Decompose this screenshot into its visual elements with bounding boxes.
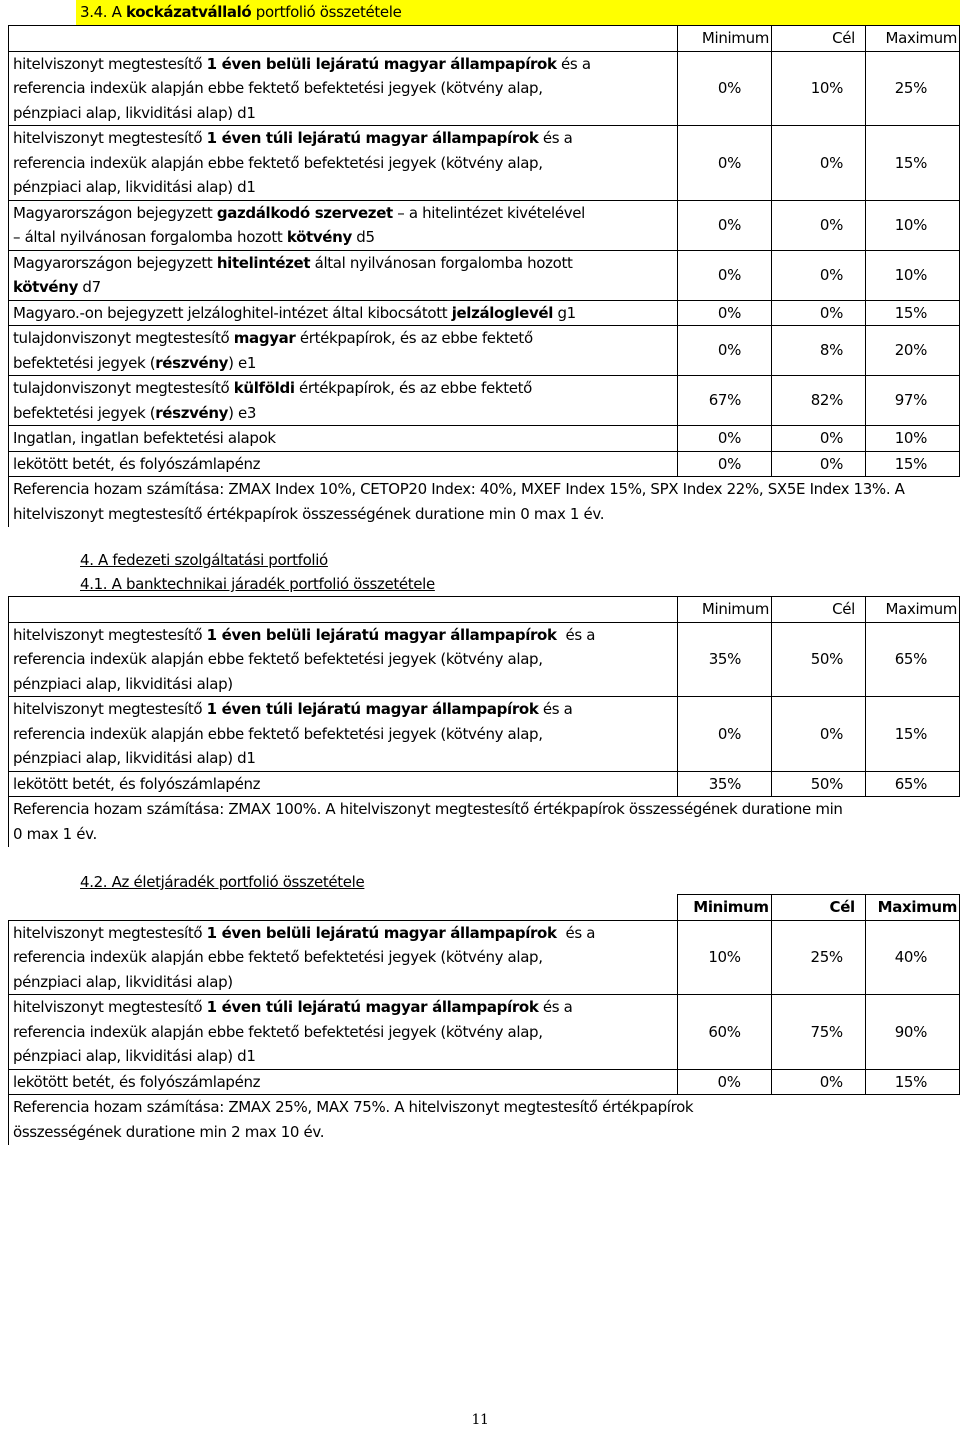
row-label: hitelviszonyt megtestesítő 1 éven belüli lejáratú magyar állampapírok és a referencia indexük alapján ebbe fektető befektetési jegyek (kötvény alap, pénzpiaci alap, likviditási alap) [9, 622, 678, 697]
cell-min: 10% [677, 920, 771, 995]
row-label: hitelviszonyt megtestesítő 1 éven belüli lejáratú magyar állampapírok és a referencia indexük alapján ebbe fektető befektetési jegyek (kötvény alap, pénzpiaci alap, likviditási alap) d1 [9, 51, 678, 126]
cell-cel: 0% [772, 451, 866, 477]
cell-min: 60% [677, 995, 771, 1070]
cell-min: 35% [678, 771, 772, 797]
row-label: hitelviszonyt megtestesítő 1 éven belüli lejáratú magyar állampapírok és a referencia indexük alapján ebbe fektető befektetési jegyek (kötvény alap, pénzpiaci alap, likviditási alap) [9, 920, 678, 995]
title-prefix: 3.4. A [80, 3, 126, 21]
table-row [9, 126, 960, 201]
table-row [9, 920, 960, 995]
cell-cel: 0% [772, 200, 866, 250]
cell-min: 0% [678, 300, 772, 326]
cell-min: 0% [678, 326, 772, 376]
cell-cel: 25% [771, 920, 865, 995]
header-empty [9, 895, 678, 921]
header-min: Minimum [677, 895, 771, 921]
cell-cel: 0% [772, 697, 866, 772]
cell-max: 10% [866, 200, 960, 250]
cell-max: 20% [866, 326, 960, 376]
header-max: Maximum [865, 895, 959, 921]
section-title-3-4 [80, 0, 401, 24]
cell-cel: 82% [772, 376, 866, 426]
row-label: lekötött betét, és folyószámlapénz [9, 1069, 678, 1095]
cell-cel: 50% [772, 622, 866, 697]
table-row [9, 451, 960, 477]
page-number: 11 [471, 1412, 489, 1428]
row-label: lekötött betét, és folyószámlapénz [9, 771, 678, 797]
cell-cel: 10% [772, 51, 866, 126]
table-header-row [9, 895, 960, 921]
cell-min: 0% [678, 51, 772, 126]
cell-cel: 0% [772, 250, 866, 300]
table-row [9, 426, 960, 452]
row-label: Magyaro.-on bejegyzett jelzáloghitel-intézet által kibocsátott jelzáloglevél g1 [9, 300, 678, 326]
table-row [9, 995, 960, 1070]
table-row [9, 622, 960, 697]
title-bold: kockázatvállaló [125, 3, 252, 21]
header-cel: Cél [771, 895, 865, 921]
footnote-row [9, 477, 960, 527]
section-title-4-1: 4.1. A banktechnikai járadék portfolió összetétele [80, 575, 435, 593]
table-row [9, 200, 960, 250]
title-suffix: portfolió összetétele [251, 3, 402, 21]
cell-max: 10% [866, 426, 960, 452]
header-max: Maximum [866, 597, 960, 623]
cell-cel: 0% [771, 1069, 865, 1095]
banktechnical-portfolio-table [8, 596, 960, 847]
table-row [9, 51, 960, 126]
cell-min: 0% [678, 426, 772, 452]
table1-footnote: Referencia hozam számítása: ZMAX Index 10%, CETOP20 Index: 40%, MXEF Index 15%, SPX Index 22%, SX5E Index 13%. A hitelviszonyt megtestesítő értékpapírok összességének duratione min 0 max 1 év. [9, 477, 960, 527]
cell-min: 0% [678, 200, 772, 250]
cell-cel: 0% [772, 300, 866, 326]
cell-max: 90% [865, 995, 959, 1070]
risk-portfolio-table [8, 25, 960, 527]
section-title-4-2: 4.2. Az életjáradék portfolió összetétele [80, 873, 365, 891]
table-row [9, 300, 960, 326]
cell-max: 40% [865, 920, 959, 995]
cell-max: 15% [866, 697, 960, 772]
row-label: hitelviszonyt megtestesítő 1 éven túli lejáratú magyar állampapírok és a referencia indexük alapján ebbe fektető befektetési jegyek (kötvény alap, pénzpiaci alap, likviditási alap) d1 [9, 995, 678, 1070]
table-header-row [9, 26, 960, 52]
annuity-portfolio-table [8, 894, 960, 1145]
row-label: Magyarországon bejegyzett hitelintézet által nyilvánosan forgalomba hozott kötvény d7 [9, 250, 678, 300]
cell-cel: 75% [771, 995, 865, 1070]
header-min: Minimum [678, 597, 772, 623]
header-min: Minimum [678, 26, 772, 52]
cell-max: 15% [865, 1069, 959, 1095]
cell-cel: 50% [772, 771, 866, 797]
cell-min: 67% [678, 376, 772, 426]
table-row [9, 376, 960, 426]
table-row [9, 1069, 960, 1095]
row-label: Ingatlan, ingatlan befektetési alapok [9, 426, 678, 452]
header-max: Maximum [866, 26, 960, 52]
row-label: Magyarországon bejegyzett gazdálkodó szervezet – a hitelintézet kivételével – által nyilvánosan forgalomba hozott kötvény d5 [9, 200, 678, 250]
table-row [9, 250, 960, 300]
footnote-row [9, 797, 960, 847]
header-cel: Cél [772, 26, 866, 52]
cell-min: 0% [678, 250, 772, 300]
cell-cel: 0% [772, 426, 866, 452]
cell-min: 0% [678, 126, 772, 201]
table2-footnote: Referencia hozam számítása: ZMAX 100%. A hitelviszonyt megtestesítő értékpapírok összességének duratione min 0 max 1 év. [9, 797, 960, 847]
cell-cel: 8% [772, 326, 866, 376]
cell-min: 35% [678, 622, 772, 697]
table-row [9, 326, 960, 376]
header-empty [9, 597, 678, 623]
table3-footnote: Referencia hozam számítása: ZMAX 25%, MAX 75%. A hitelviszonyt megtestesítő értékpapírok összességének duratione min 2 max 10 év. [9, 1095, 960, 1145]
row-label: lekötött betét, és folyószámlapénz [9, 451, 678, 477]
cell-min: 0% [678, 451, 772, 477]
cell-min: 0% [677, 1069, 771, 1095]
table-row [9, 697, 960, 772]
section-title-4: 4. A fedezeti szolgáltatási portfolió [80, 551, 328, 569]
table-header-row [9, 597, 960, 623]
row-label: tulajdonviszonyt megtestesítő magyar értékpapírok, és az ebbe fektető befektetési jegyek (részvény) e1 [9, 326, 678, 376]
cell-max: 65% [866, 622, 960, 697]
cell-max: 10% [866, 250, 960, 300]
row-label: tulajdonviszonyt megtestesítő külföldi értékpapírok, és az ebbe fektető befektetési jegyek (részvény) e3 [9, 376, 678, 426]
header-empty [9, 26, 678, 52]
cell-max: 15% [866, 126, 960, 201]
footnote-row [9, 1095, 960, 1145]
header-cel: Cél [772, 597, 866, 623]
cell-max: 25% [866, 51, 960, 126]
cell-max: 97% [866, 376, 960, 426]
cell-max: 15% [866, 300, 960, 326]
row-label: hitelviszonyt megtestesítő 1 éven túli lejáratú magyar állampapírok és a referencia indexük alapján ebbe fektető befektetési jegyek (kötvény alap, pénzpiaci alap, likviditási alap) d1 [9, 126, 678, 201]
table-row [9, 771, 960, 797]
cell-cel: 0% [772, 126, 866, 201]
row-label: hitelviszonyt megtestesítő 1 éven túli lejáratú magyar állampapírok és a referencia indexük alapján ebbe fektető befektetési jegyek (kötvény alap, pénzpiaci alap, likviditási alap) d1 [9, 697, 678, 772]
cell-min: 0% [678, 697, 772, 772]
cell-max: 65% [866, 771, 960, 797]
cell-max: 15% [866, 451, 960, 477]
